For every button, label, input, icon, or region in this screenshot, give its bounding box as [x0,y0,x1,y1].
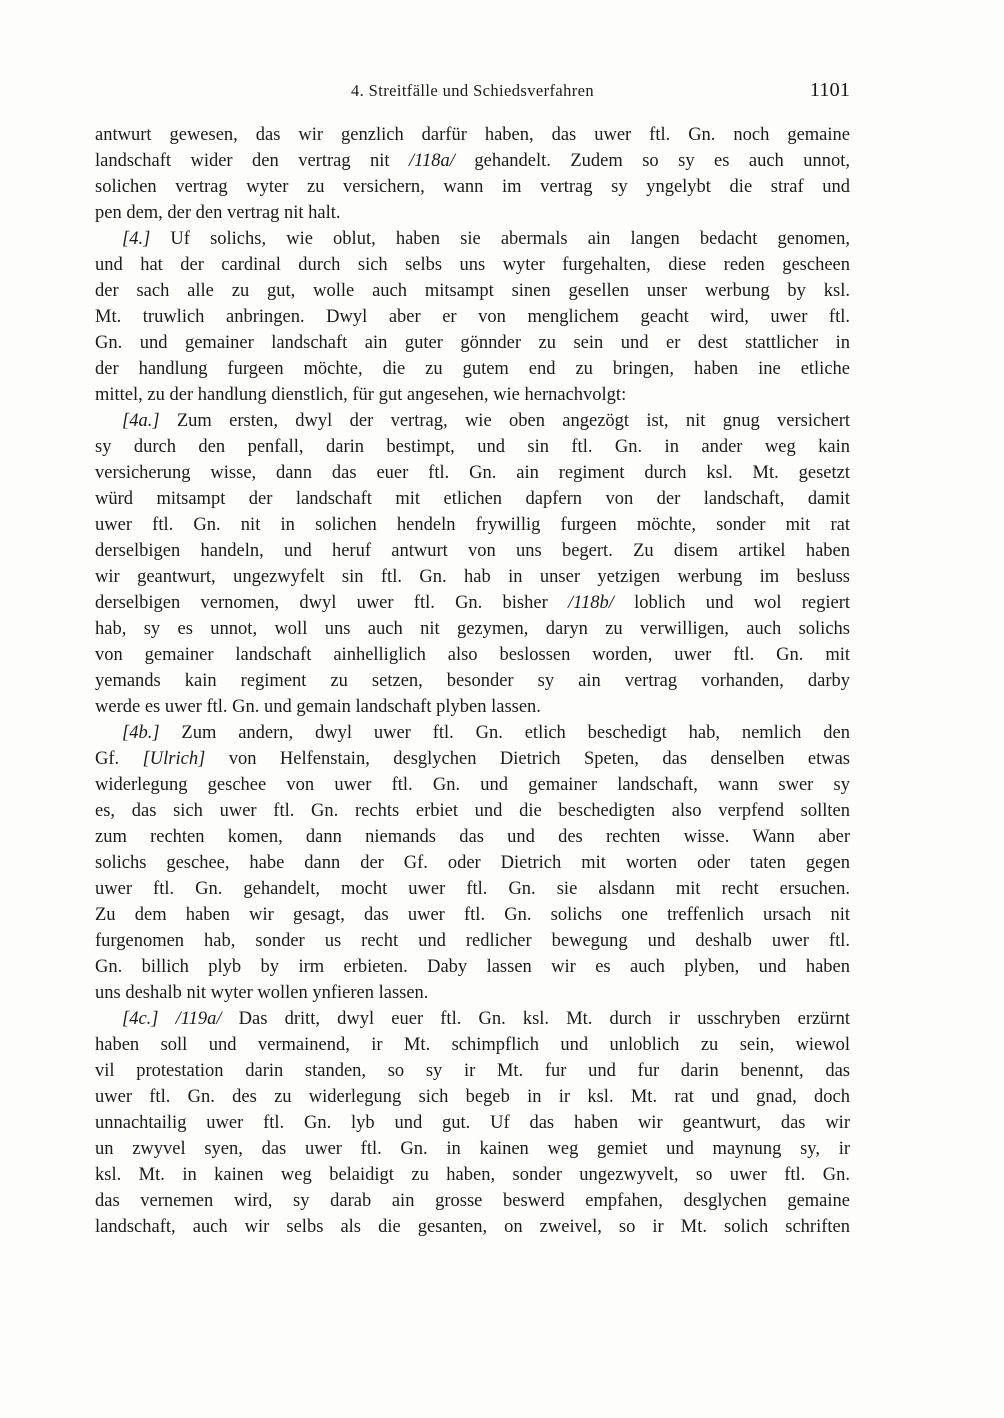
text-line [95,720,850,746]
text-segment: Das dritt, dwyl euer ftl. Gn. ksl. Mt. durch ir usschryben erzürnt [221,1009,850,1029]
text-line [95,226,850,252]
paragraph [95,408,850,720]
text-segment: versicherung wisse, dann das euer ftl. Gn. ain regiment durch ksl. Mt. gesetzt [95,463,850,483]
italic-text-segment: [4a.] [122,411,160,431]
text-line [95,512,850,538]
text-segment: vil protestation darin standen, so sy ir Mt. fur und fur darin benennt, das [95,1061,850,1081]
text-line [95,252,850,278]
text-line [95,278,850,304]
text-line [95,148,850,174]
text-segment: un zwyvel syen, das uwer ftl. Gn. in kainen weg gemiet und maynung sy, ir [95,1139,850,1159]
text-line [95,1214,850,1240]
text-segment: uwer ftl. Gn. gehandelt, mocht uwer ftl. Gn. sie alsdann mit recht ersuchen. [95,879,850,899]
text-line [95,330,850,356]
text-line [95,1188,850,1214]
text-segment: Mt. truwlich anbringen. Dwyl aber er von menglichem geacht wird, uwer ftl. [95,307,850,327]
text-segment: solichen vertrag wyter zu versichern, wann im vertrag sy yngelybt die straf und [95,177,850,197]
text-line [95,902,850,928]
paragraph [95,1006,850,1240]
text-line [95,356,850,382]
text-segment: ksl. Mt. in kainen weg belaidigt zu haben, sonder ungezwyvelt, so uwer ftl. Gn. [95,1165,850,1185]
text-segment: landschaft wider den vertrag nit [95,151,410,171]
text-line [95,122,850,148]
italic-text-segment: [4c.] /119a/ [122,1009,222,1029]
text-line [95,772,850,798]
text-segment: uns deshalb nit wyter wollen ynfieren lassen. [95,983,429,1003]
text-line [95,798,850,824]
text-line [95,616,850,642]
text-line [95,668,850,694]
text-segment: Uf solichs, wie oblut, haben sie abermals ain langen bedacht genomen, [150,229,850,249]
text-segment: widerlegung geschee von uwer ftl. Gn. und gemainer landschaft, wann swer sy [95,775,850,795]
text-line [95,460,850,486]
text-line [95,824,850,850]
text-segment: der handlung furgeen möchte, die zu gutem end zu bringen, haben ine etliche [95,359,850,379]
text-segment: antwurt gewesen, das wir genzlich darfür haben, das uwer ftl. Gn. noch gemaine [95,125,850,145]
text-segment: pen dem, der den vertrag nit halt. [95,203,341,223]
text-segment: das vernemen wird, sy darab ain grosse beswerd empfahen, desglychen gemaine [95,1191,850,1211]
text-line [95,486,850,512]
text-line [95,694,850,720]
text-segment: würd mitsampt der landschaft mit etlichen dapfern von der landschaft, damit [95,489,850,509]
text-line [95,434,850,460]
paragraph [95,226,850,408]
paragraph [95,720,850,1006]
text-segment: yemands kain regiment zu setzen, besonder sy ain vertrag vorhanden, darby [95,671,850,691]
text-segment: unnachtailig uwer ftl. Gn. lyb und gut. Uf das haben wir geantwurt, das wir [95,1113,850,1133]
text-segment: uwer ftl. Gn. des zu widerlegung sich begeb in ir ksl. Mt. rat und gnad, doch [95,1087,850,1107]
text-segment: sy durch den penfall, darin bestimpt, und sin ftl. Gn. in ander weg kain [95,437,850,457]
text-line [95,1032,850,1058]
text-segment: es, das sich uwer ftl. Gn. rechts erbiet und die beschedigten also verpfend sollten [95,801,850,821]
text-segment: von gemainer landschaft ainhelliglich also beslossen worden, uwer ftl. Gn. mit [95,645,850,665]
italic-text-segment: [Ulrich] [142,749,206,769]
text-line [95,564,850,590]
text-line [95,928,850,954]
text-segment: Zum ersten, dwyl der vertrag, wie oben angezögt ist, nit gnug versichert [159,411,850,431]
text-line [95,746,850,772]
paragraph [95,122,850,226]
section-title: 4. Streitfälle und Schiedsverfahren [350,81,595,100]
text-segment: Zu dem haben wir gesagt, das uwer ftl. Gn. solichs one treffenlich ursach nit [95,905,850,925]
text-line [95,174,850,200]
text-line [95,590,850,616]
text-segment: gehandelt. Zudem so sy es auch unnot, [454,151,850,171]
text-segment: wir geantwurt, ungezwyfelt sin ftl. Gn. hab in unser yetzigen werbung im besluss [95,567,850,587]
text-segment: furgenomen hab, sonder us recht und redlicher bewegung und deshalb uwer ftl. [95,931,850,951]
text-line [95,200,850,226]
text-segment: und hat der cardinal durch sich selbs uns wyter furgehalten, diese reden gescheen [95,255,850,275]
text-block [95,122,850,1240]
text-line [95,876,850,902]
text-segment: uwer ftl. Gn. nit in solichen hendeln frywillig furgeen möchte, sonder mit rat [95,515,850,535]
italic-text-segment: [4b.] [122,723,160,743]
text-segment: loblich und wol regiert [613,593,850,613]
text-line [95,538,850,564]
text-segment: Gn. billich plyb by irm erbieten. Daby lassen wir es auch plyben, und haben [95,957,850,977]
text-segment: hab, sy es unnot, woll uns auch nit gezymen, daryn zu verwilligen, auch solichs [95,619,850,639]
text-segment: Gn. und gemainer landschaft ain guter gönnder zu sein und er dest stattlicher in [95,333,850,353]
page-number: 1101 [809,79,850,101]
text-segment: zum rechten komen, dann niemands das und des rechten wisse. Wann aber [95,827,850,847]
text-line [95,642,850,668]
text-line [95,1058,850,1084]
text-line [95,382,850,408]
italic-text-segment: /118b/ [568,593,614,613]
text-segment: werde es uwer ftl. Gn. und gemain landschaft plyben lassen. [95,697,541,717]
text-line [95,954,850,980]
text-segment: von Helfenstain, desglychen Dietrich Speten, das denselben etwas [205,749,850,769]
text-line [95,1084,850,1110]
text-line [95,980,850,1006]
text-segment: landschaft, auch wir selbs als die gesanten, on zweivel, so ir Mt. solich schriften [95,1217,850,1237]
text-segment: haben soll und vermainend, ir Mt. schimpflich und unloblich zu sein, wiewol [95,1035,850,1055]
italic-text-segment: [4.] [122,229,151,249]
italic-text-segment: /118a/ [409,151,455,171]
running-header [95,80,850,106]
text-line [95,1136,850,1162]
text-segment: mittel, zu der handlung dienstlich, für gut angesehen, wie hernachvolgt: [95,385,627,405]
text-segment: Zum andern, dwyl uwer ftl. Gn. etlich beschedigt hab, nemlich den [159,723,850,743]
text-line [95,1006,850,1032]
text-line [95,850,850,876]
text-segment: solichs geschee, habe dann der Gf. oder Dietrich mit worten oder taten gegen [95,853,850,873]
text-segment: Gf. [95,749,143,769]
text-line [95,304,850,330]
text-line [95,1110,850,1136]
text-segment: derselbigen handeln, und heruf antwurt von uns begert. Zu disem artikel haben [95,541,850,561]
text-line [95,1162,850,1188]
text-segment: der sach alle zu gut, wolle auch mitsampt sinen gesellen unser werbung by ksl. [95,281,850,301]
text-line [95,408,850,434]
text-segment: derselbigen vernomen, dwyl uwer ftl. Gn. bisher [95,593,568,613]
